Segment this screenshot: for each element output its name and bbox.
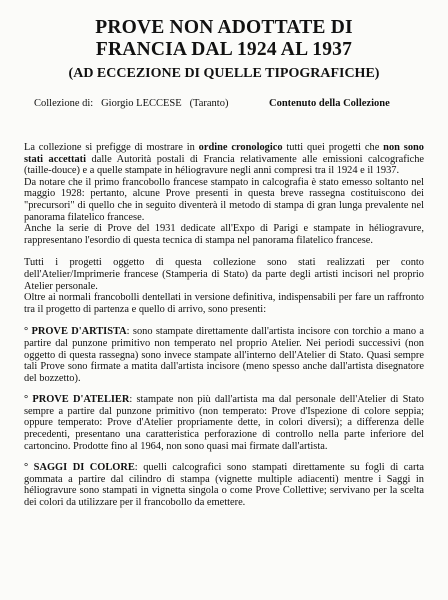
title-line-1: PROVE NON ADOTTATE DI <box>95 17 353 38</box>
intro-paragraph-2: Da notare che il primo francobollo francese stampato in calcografia è stato emesso soltanto nel maggio 1928: pertanto, alcune Prove presenti in questa breve rassegna costituiscono dei "precursori" di quello che in seguito diventerà il metodo di stampa di gran lunga prevalente nel panorama filatelico francese. <box>24 176 424 223</box>
collection-contents-label: Contenuto della Collezione <box>269 98 390 109</box>
intro-paragraph-1 <box>24 142 424 177</box>
document-body <box>24 142 424 509</box>
item-saggi-colore <box>24 462 424 508</box>
item-prove-artista-heading: ° PROVE D'ARTISTA <box>24 326 127 338</box>
collection-owner: Giorgio LECCESE <box>101 98 182 109</box>
item-prove-artista <box>24 326 424 384</box>
item-prove-atelier: ° PROVE D'ATELIER: stampate non più dall'artista ma dal personale dell'Atelier di Stato sempre a partire dal punzone primitivo (non temperato: Prove d'Ispezione di colore seppia; oppure temperato: Prove d'Atelier propriamente dette, in colori diversi); a differenza delle precedenti, presentano una caratteristica perforazione di controllo nella parte inferiore del cartoncino. Prodotte fino al 1964, non sono quasi mai firmate dall'artista. <box>24 394 424 452</box>
intro-paragraph-3: Anche la serie di Prove del 1931 dedicate all'Expo di Parigi e stampate in héliogravure, rappresentano l'esordio di questa tecnica di stampa nel panorama filatelico francese. <box>24 223 424 246</box>
title-line-2: FRANCIA DAL 1924 AL 1937 <box>95 39 353 60</box>
projects-paragraph-1: Tutti i progetti oggetto di questa collezione sono stati realizzati per conto dell'Atelier/Imprimerie francese (Stamperia di Stato) da parte degli artisti incisori nel proprio Atelier personale. <box>24 257 424 292</box>
item-prove-atelier-heading: PROVE D'ATELIER <box>32 394 130 406</box>
collection-label: Collezione di: <box>34 98 94 109</box>
item-prove-atelier-text: : stampate non più dall'artista ma dal personale dell'Atelier di Stato sempre a partire dal punzone primitivo (non temperato: Prove d'Ispezione di colore seppia; oppure temperato: Prove d'Atelier propriamente dette, in colori diversi); a differenza delle precedenti, presentano una caratteristica perforazione di controllo nella parte inferiore del cartoncino. Prodotte fino al 1964, non sono quasi mai firmate dall'artista. <box>24 394 424 452</box>
item-saggi-colore-text: : quelli calcografici sono stampati direttamente su fogli di carta gommata a partire dal cilindro di stampa (vignette multiple adiacenti) mentre i Saggi in héliogravure sono stampati in vignetta singola o come Prove Collettive; servivano per la scelta dei colori da utilizzare per il francobollo da emettere. <box>24 462 424 509</box>
collection-city: (Taranto) <box>189 98 229 109</box>
intro-p1-text-e: dalle Autorità postali di Francia relativamente alle emissioni calcografiche (taille-douce) e a quelle stampate in héliogravure negli anni compresi tra il 1924 e il 1937. <box>24 153 424 177</box>
item-saggi-colore-heading: ° SAGGI DI COLORE <box>24 462 135 474</box>
intro-p1-text-c: tutti quei progetti che <box>282 142 380 153</box>
item-prove-artista-text: : sono stampate direttamente dall'artista incisore con torchio a mano a partire dal punzone primitivo non temperato nel proprio Atelier. Nei periodi successivi (non oggetto di questa rassegna) sono invece stampate all'interno dell'Atelier di Stato. Quasi sempre tali Prove sono firmate a matita dall'artista incisore (meno spesso anche dall'artista disegnatore del bozzetto). <box>24 326 424 384</box>
subtitle: (AD ECCEZIONE DI QUELLE TIPOGRAFICHE) <box>68 66 380 81</box>
projects-paragraph-2: Oltre ai normali francobolli dentellati in versione definitiva, indispensabili per fare un raffronto tra il progetto di partenza e quello di arrivo, sono presenti: <box>24 292 424 315</box>
intro-p1-bold-not-accepted: non sono stati accettati <box>24 142 424 165</box>
collection-line <box>34 98 414 110</box>
intro-p1-text-a: La collezione si prefigge di mostrare in <box>24 142 199 153</box>
intro-p1-bold-chronological: ordine cronologico <box>198 142 283 153</box>
